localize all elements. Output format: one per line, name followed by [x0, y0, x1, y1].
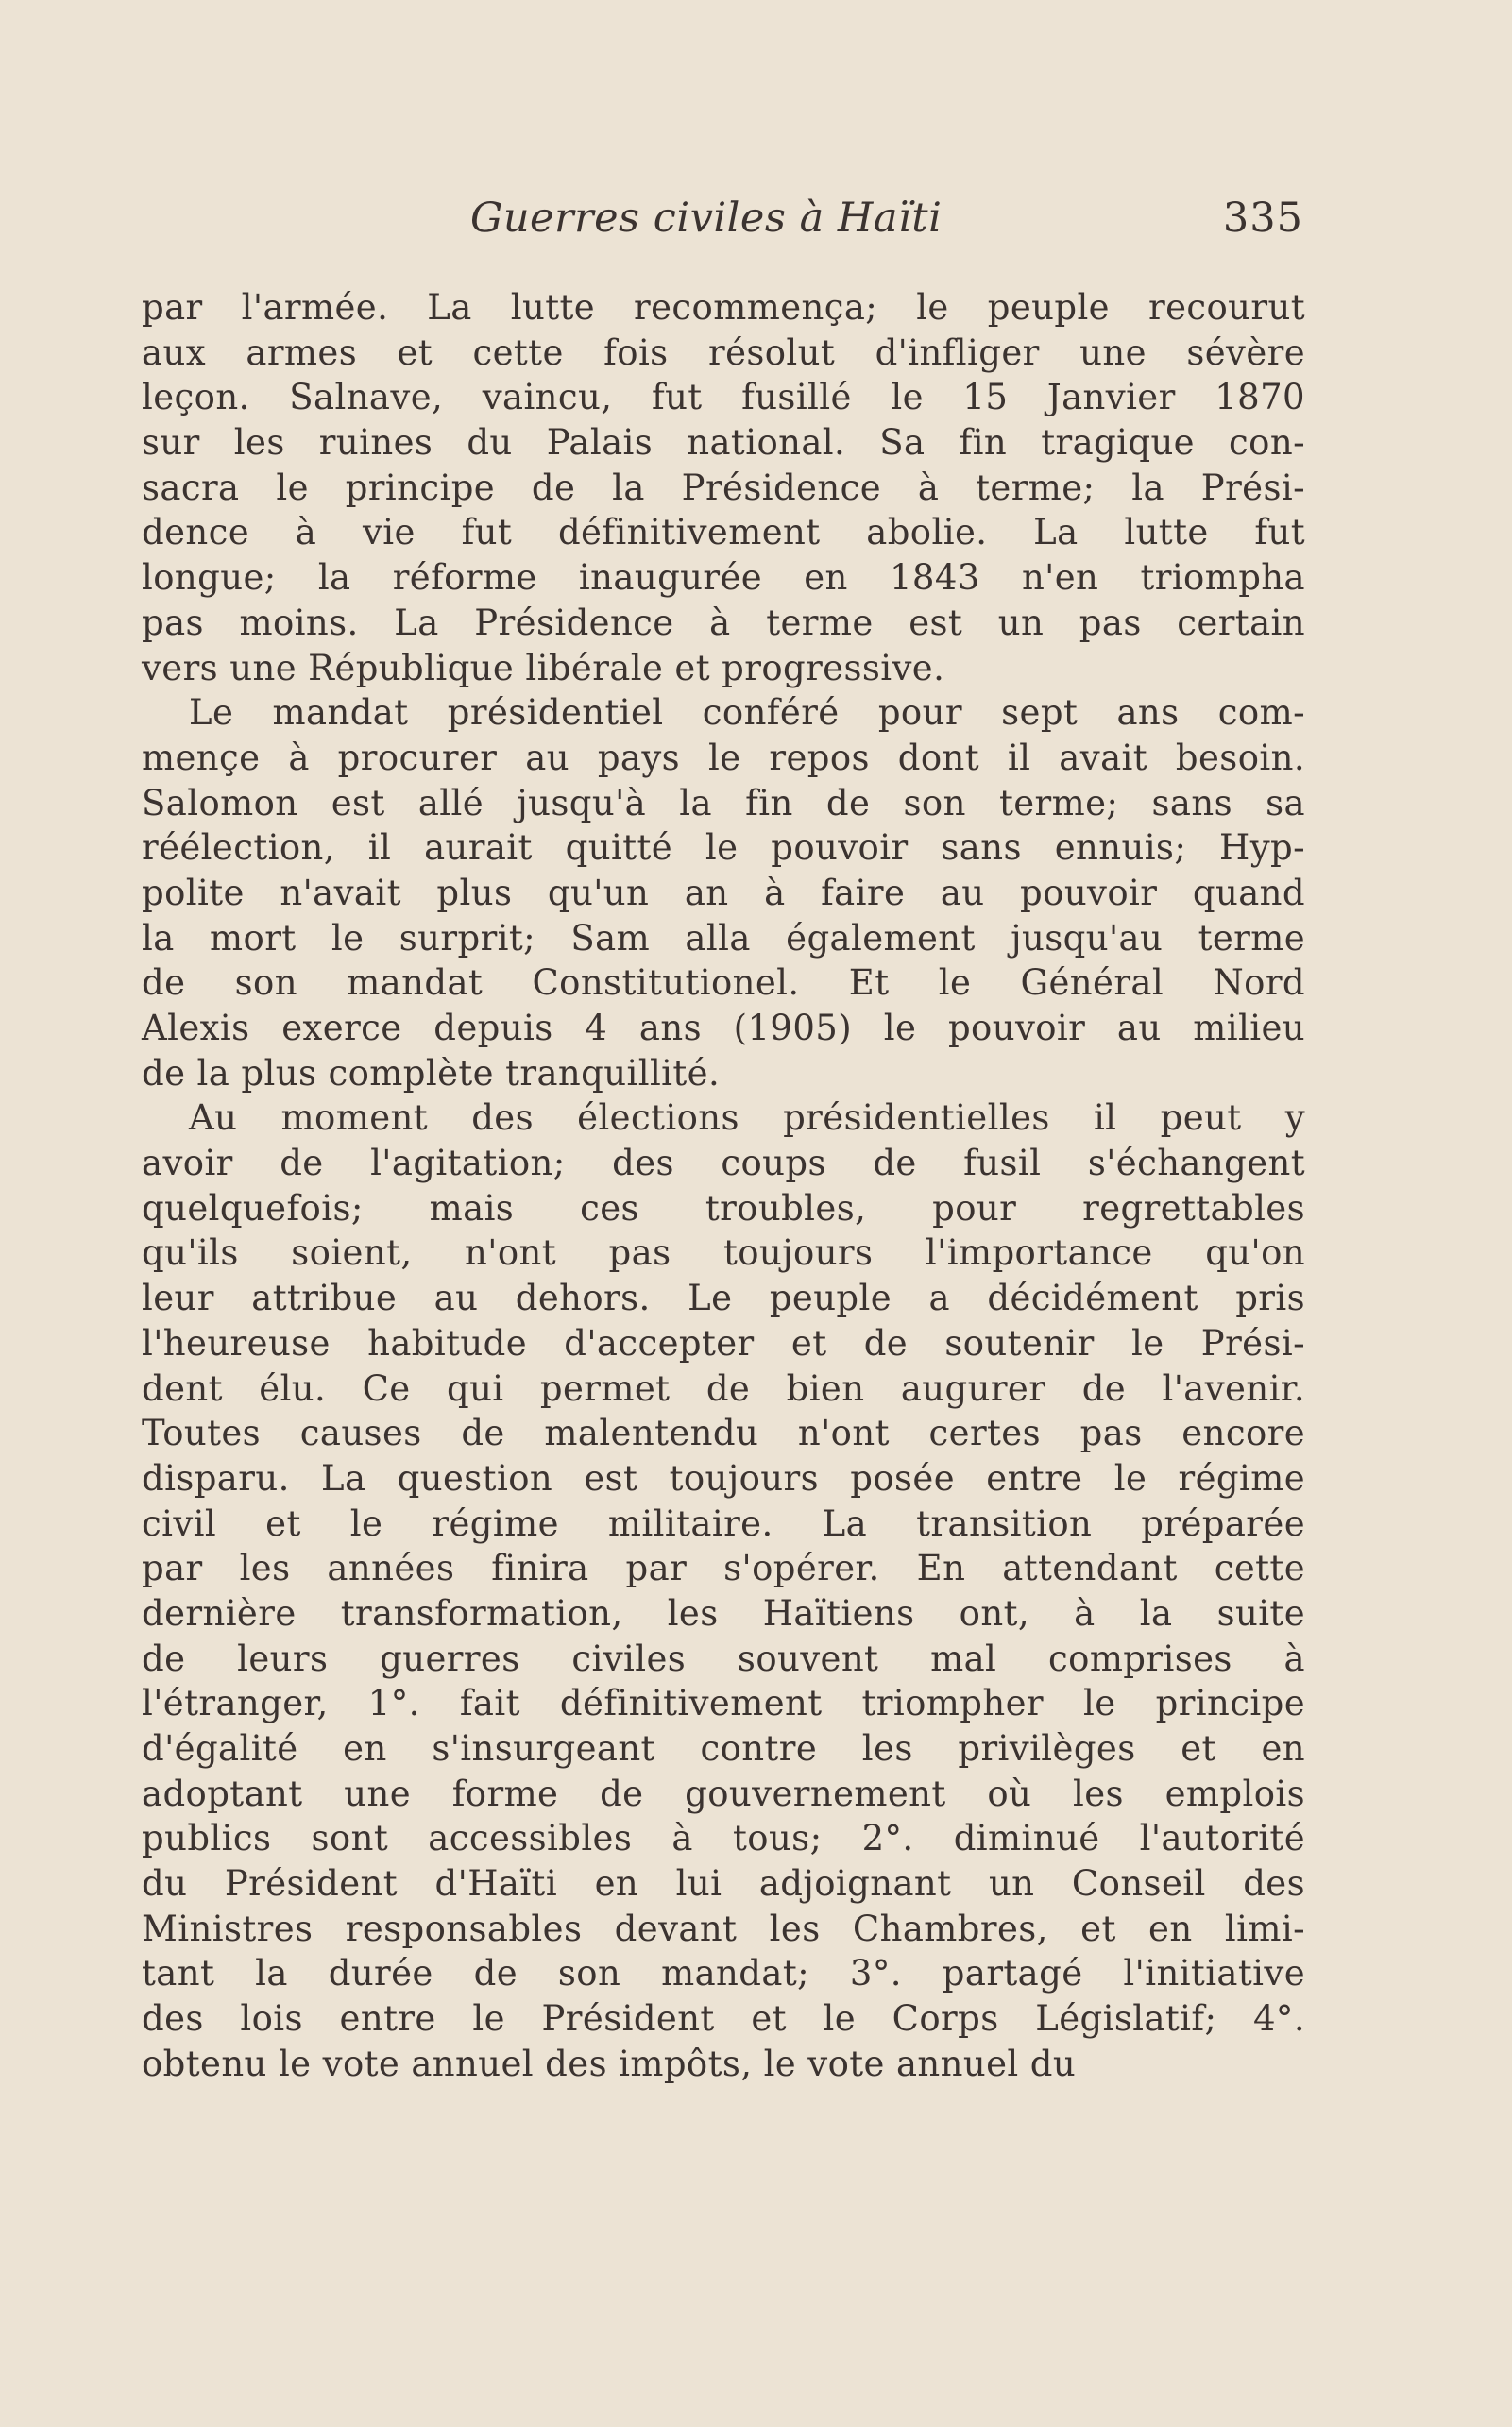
- text-line: de la plus complète tranquillité.: [142, 1052, 721, 1094]
- text-line: mençe à procurer au pays le repos dont il avait besoin.: [142, 737, 1305, 778]
- text-line: réélection, il aurait quitté le pouvoir sans ennuis; Hyp-: [142, 827, 1305, 869]
- text-line: de leurs guerres civiles souvent mal comprises à: [142, 1638, 1305, 1679]
- text-line: quelquefois; mais ces troubles, pour regrettables: [142, 1187, 1305, 1229]
- text-line: qu'ils soient, n'ont pas toujours l'importance qu'on: [142, 1232, 1305, 1274]
- paragraph: [142, 690, 1305, 1095]
- text-line: Le mandat présidentiel conféré pour sept ans com-: [189, 692, 1305, 734]
- running-title: Guerres civiles à Haïti: [470, 195, 943, 242]
- text-line: de son mandat Constitutionel. Et le Général Nord: [142, 962, 1305, 1004]
- text-line: civil et le régime militaire. La transition préparée: [142, 1502, 1305, 1544]
- text-line: vers une République libérale et progressive.: [142, 647, 945, 688]
- text-line: Alexis exerce depuis 4 ans (1905) le pouvoir au milieu: [142, 1008, 1305, 1048]
- text-line: adoptant une forme de gouvernement où les emplois: [142, 1773, 1305, 1814]
- text-line: avoir de l'agitation; des coups de fusil s'échangent: [142, 1143, 1305, 1184]
- text-line: pas moins. La Présidence à terme est un pas certain: [142, 602, 1305, 643]
- text-line: longue; la réforme inaugurée en 1843 n'en triompha: [142, 557, 1305, 599]
- text-line: par les années finira par s'opérer. En attendant cette: [142, 1548, 1305, 1589]
- text-line: dence à vie fut définitivement abolie. La lutte fut: [142, 512, 1305, 553]
- text-line: publics sont accessibles à tous; 2°. diminué l'autorité: [142, 1818, 1305, 1859]
- text-line: la mort le surprit; Sam alla également jusqu'au terme: [142, 917, 1305, 959]
- text-line: Ministres responsables devant les Chambres, et en limi-: [142, 1908, 1305, 1949]
- text-line: leçon. Salnave, vaincu, fut fusillé le 15 Janvier 1870: [142, 377, 1305, 418]
- text-line: aux armes et cette fois résolut d'infliger une sévère: [142, 331, 1305, 373]
- text-line: tant la durée de son mandat; 3°. partagé l'initiative: [142, 1953, 1305, 1994]
- page-header: [142, 195, 1303, 270]
- text-line: d'égalité en s'insurgeant contre les privilèges et en: [142, 1728, 1305, 1769]
- text-line: l'étranger, 1°. fait définitivement triompher le principe: [142, 1683, 1305, 1724]
- text-line: sacra le principe de la Présidence à terme; la Prési-: [142, 467, 1305, 508]
- text-line: polite n'avait plus qu'un an à faire au pouvoir quand: [142, 872, 1305, 913]
- text-line: par l'armée. La lutte recommença; le peuple recourut: [142, 287, 1305, 328]
- text-line: dent élu. Ce qui permet de bien augurer de l'avenir.: [142, 1367, 1305, 1409]
- paragraph: [142, 285, 1305, 690]
- text-line: Au moment des élections présidentielles il peut y: [189, 1097, 1305, 1139]
- body-text: [142, 285, 1305, 2087]
- text-line: des lois entre le Président et le Corps Législatif; 4°.: [142, 1998, 1305, 2040]
- text-line: sur les ruines du Palais national. Sa fin tragique con-: [142, 422, 1305, 464]
- paragraph: [142, 1095, 1305, 2086]
- text-line: Salomon est allé jusqu'à la fin de son terme; sans sa: [142, 782, 1305, 823]
- text-line: Toutes causes de malentendu n'ont certes pas encore: [142, 1413, 1305, 1454]
- text-line: du Président d'Haïti en lui adjoignant un Conseil des: [142, 1863, 1305, 1905]
- text-line: l'heureuse habitude d'accepter et de soutenir le Prési-: [142, 1322, 1305, 1364]
- text-line: dernière transformation, les Haïtiens ont, à la suite: [142, 1592, 1305, 1634]
- text-line: leur attribue au dehors. Le peuple a décidément pris: [142, 1278, 1305, 1319]
- text-line: disparu. La question est toujours posée entre le régime: [142, 1457, 1305, 1499]
- page-number: 335: [1222, 195, 1303, 242]
- text-line: obtenu le vote annuel des impôts, le vote annuel du: [142, 2043, 1077, 2084]
